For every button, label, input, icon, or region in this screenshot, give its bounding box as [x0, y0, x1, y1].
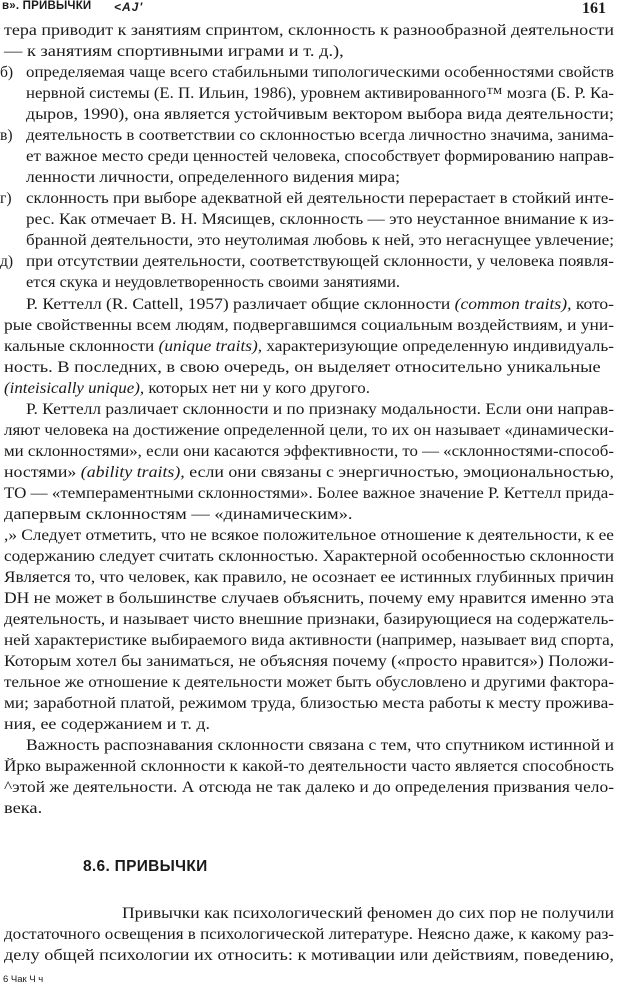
text-line	[0, 714, 620, 735]
line-text	[4, 588, 614, 609]
text-line	[0, 504, 620, 525]
text-segment: Р. Кеттелл (R. Cattell, 1957) различает общие склонности	[26, 296, 455, 313]
italic-term: (common traits),	[454, 296, 572, 313]
line-text	[26, 167, 400, 188]
italic-term: (ability traits),	[80, 464, 185, 481]
line-text	[4, 41, 344, 62]
text-line	[0, 188, 620, 209]
text-segment: Привычки как психологический феномен до сих пор не получили	[122, 905, 614, 922]
text-segment: склонность при выборе адекватной ей деятельности перерастает в стойкий инте-	[26, 190, 614, 207]
text-segment: при отсутствии деятельности, соответствующей склонности, у человека появля-	[26, 253, 615, 270]
text-line	[0, 756, 620, 777]
text-line	[0, 357, 620, 378]
list-marker: г)	[0, 190, 12, 207]
text-line	[0, 399, 620, 420]
text-line	[0, 903, 620, 924]
line-text	[4, 777, 614, 798]
text-segment: ней характеристике выбираемого вида активности (например, называет вид спорта,	[4, 632, 614, 649]
running-title: в». ПРИВЫЧКИ	[2, 0, 92, 12]
text-segment: тельное же отношение к деятельности может быть обусловлено и другими фактора-	[4, 674, 615, 691]
line-text	[26, 104, 614, 125]
text-segment: ми склонностями», если они касаются эффективности, то — «склонностями-способ-	[4, 443, 614, 460]
text-line	[0, 483, 620, 504]
text-segment: Важность распознавания склонности связана с тем, что спутником истинной и	[26, 737, 614, 754]
italic-term: (inteisically unique),	[4, 380, 145, 397]
text-segment: DH не может в большинстве случаев объяснить, почему ему нравится именно эта	[4, 590, 615, 607]
list-marker: д)	[0, 253, 14, 270]
line-text	[4, 756, 614, 777]
text-segment: делу общей психологии их относить: к мотивации или действиям, поведению,	[4, 947, 615, 964]
text-segment: кото-	[571, 296, 615, 313]
text-segment: дапервым склонностям — «динамическим».	[4, 506, 353, 523]
text-line	[0, 62, 620, 83]
text-segment: деятельность в соответствии со склонностью всегда личностно значима, занима-	[26, 127, 614, 144]
text-line	[0, 735, 620, 756]
text-line	[0, 125, 620, 146]
line-text	[26, 188, 614, 209]
text-segment: ,» Следует отметить, что не всякое положительное отношение к деятельности, к ее	[4, 527, 614, 544]
line-text	[26, 735, 614, 756]
text-segment: если они связаны с энергичностью, эмоциональностью,	[184, 464, 615, 481]
text-segment: ность. В последних, в свою очередь, он выделяет относительно уникальные	[4, 359, 601, 376]
text-segment: ет важное место среди ценностей человека, способствует формированию направ-	[26, 148, 615, 165]
text-line	[0, 525, 620, 546]
text-line	[0, 798, 620, 819]
text-segment: Является то, что человек, как правило, не осознает ее истинных глубинных причин	[4, 569, 614, 586]
text-segment: деятельность, и называет чисто внешние признаки, базирующиеся на содержатель-	[4, 611, 614, 628]
text-segment: ется скука и неудовлетворенность своими занятиями.	[26, 274, 401, 291]
text-line	[0, 378, 620, 399]
text-line	[0, 167, 620, 188]
text-line	[0, 609, 620, 630]
text-segment: Которым хотел бы заниматься, не объясняя почему («просто нравится») Положи-	[4, 653, 615, 670]
line-text	[4, 20, 614, 41]
text-segment: ^этой же деятельности. А отсюда не так далеко и до определения призвания чело-	[4, 779, 615, 796]
text-segment: которых нет ни у кого другого.	[144, 380, 370, 397]
line-text	[26, 399, 614, 420]
line-text	[26, 209, 614, 230]
section-heading: 8.6. ПРИВЫЧКИ	[83, 858, 208, 875]
text-segment: рые свойственны всем людям, подвергавшимся социальным воздействиям, и уни-	[4, 317, 615, 334]
line-text	[26, 251, 614, 272]
line-text	[4, 714, 210, 735]
text-segment: содержанию следует считать склонностью. Характерной особенностью склонности	[4, 548, 615, 565]
text-line	[0, 209, 620, 230]
text-segment: нервной системы (Е. П. Ильин, 1986), уровнем активированного™ мозга (Б. Р. Ка-	[26, 85, 614, 102]
line-text	[4, 693, 614, 714]
text-line	[0, 272, 620, 293]
text-segment: достаточного освещения в психологической литературе. Неясно даже, к какому раз-	[4, 926, 614, 943]
line-text	[26, 146, 614, 167]
text-line	[0, 420, 620, 441]
text-line	[0, 104, 620, 125]
text-line	[0, 630, 620, 651]
text-segment: определяемая чаще всего стабильными типологическими особенностями свойств	[26, 64, 614, 81]
line-text	[4, 504, 353, 525]
footer-mark: 6 Чак Ч ч	[3, 974, 44, 985]
text-segment: дыров, 1990), она является устойчивым вектором выбора вида деятельности;	[26, 106, 615, 123]
text-line	[0, 336, 620, 357]
page-number: 161	[582, 0, 606, 17]
line-text	[4, 525, 614, 546]
line-text	[26, 62, 614, 83]
line-text	[4, 609, 614, 630]
line-text	[122, 903, 614, 924]
line-text	[4, 315, 614, 336]
line-text	[4, 546, 614, 567]
text-line	[0, 315, 620, 336]
text-line	[0, 651, 620, 672]
line-text	[4, 378, 370, 399]
text-line	[0, 251, 620, 272]
list-marker: в)	[0, 127, 13, 144]
line-text	[4, 336, 614, 357]
text-segment: рес. Как отмечает В. Н. Мясищев, склонность — это неустанное внимание к из-	[26, 211, 615, 228]
text-segment: бранной деятельности, это неутолимая любовь к ней, это негаснущее увлечение;	[26, 232, 615, 249]
line-text	[4, 441, 614, 462]
text-line	[0, 924, 620, 945]
line-text	[26, 272, 400, 293]
text-line	[0, 672, 620, 693]
line-text	[26, 83, 614, 104]
text-line	[0, 567, 620, 588]
line-text	[26, 230, 614, 251]
text-segment: ми; заработной платой, режимом труда, близостью места работы к месту прожива-	[4, 695, 615, 712]
line-text	[4, 567, 614, 588]
line-text	[4, 924, 614, 945]
text-segment: тера приводит к занятиям спринтом, склонность к разнообразной деятельности	[4, 22, 614, 39]
text-line	[0, 146, 620, 167]
line-text	[4, 945, 614, 966]
italic-term: (unique traits),	[158, 338, 263, 355]
text-segment: — к занятиям спортивными играми и т. д.),	[4, 43, 344, 60]
text-segment: ТО — «темпераментными склонностями». Более важное значение Р. Кеттелл прида-	[4, 485, 614, 502]
text-line	[0, 546, 620, 567]
line-text	[26, 125, 614, 146]
text-line	[0, 230, 620, 251]
line-text	[4, 630, 614, 651]
text-segment: кальные склонности	[4, 338, 159, 355]
header-mark: <АJ'	[114, 0, 144, 14]
list-marker: б)	[0, 64, 14, 81]
line-text	[4, 651, 614, 672]
line-text	[4, 672, 614, 693]
text-segment: Р. Кеттелл различает склонности и по признаку модальности. Если они направ-	[26, 401, 615, 418]
line-text	[4, 357, 601, 378]
text-segment: ляют человека на достижение определенной цели, то их он называет «динамически-	[4, 422, 614, 439]
text-segment: века.	[4, 800, 43, 817]
text-line	[0, 294, 620, 315]
text-segment: Йрко выраженной склонности к какой-то деятельности часто является способность	[4, 758, 614, 775]
text-line	[0, 83, 620, 104]
line-text	[26, 294, 614, 315]
text-segment: ленности личности, определенного видения мира;	[26, 169, 401, 186]
text-line	[0, 20, 620, 41]
line-text	[4, 798, 42, 819]
line-text	[4, 483, 614, 504]
text-line	[0, 945, 620, 966]
text-line	[0, 41, 620, 62]
line-text	[4, 462, 614, 483]
text-line	[0, 693, 620, 714]
text-line	[0, 588, 620, 609]
text-line	[0, 462, 620, 483]
text-segment: ния, ее содержанием и т. д.	[4, 716, 210, 733]
text-line	[0, 777, 620, 798]
line-text	[4, 420, 614, 441]
text-segment: характеризующие определенную индивидуаль-	[262, 338, 614, 355]
text-segment: ностями»	[4, 464, 81, 481]
text-line	[0, 441, 620, 462]
